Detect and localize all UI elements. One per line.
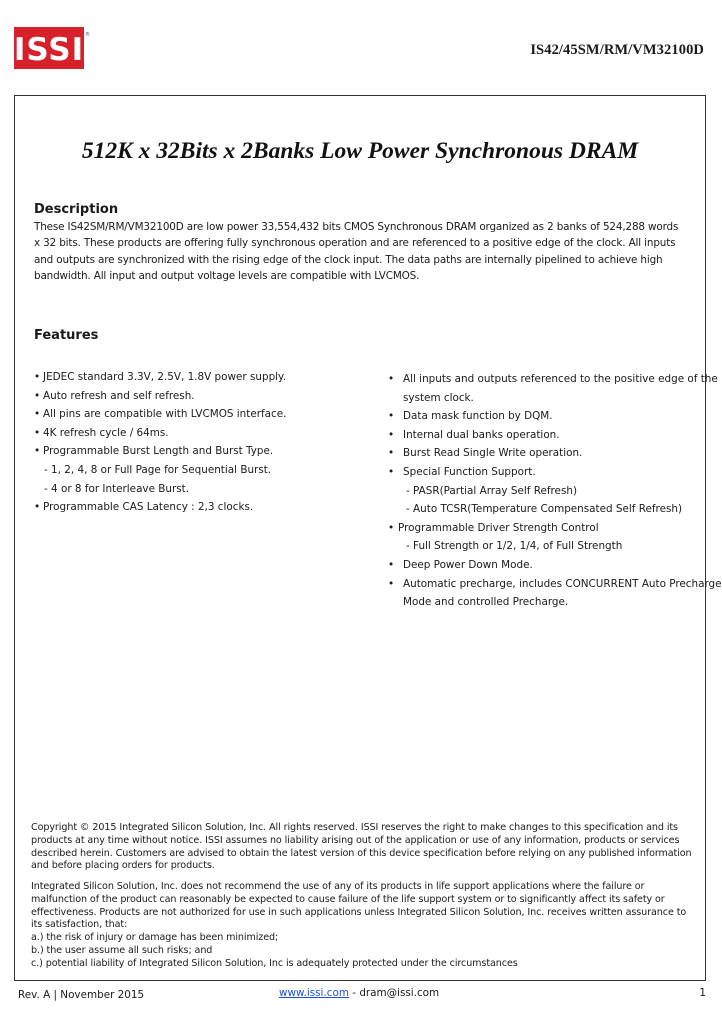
footer-contact: [279, 987, 439, 999]
feature-text: Mode and controlled Precharge.: [403, 596, 569, 609]
feature-item: [388, 482, 708, 501]
features-left-column: [34, 368, 364, 517]
feature-text: 4K refresh cycle / 64ms.: [43, 426, 169, 439]
feature-text: Auto refresh and self refresh.: [43, 389, 195, 402]
feature-item: [388, 370, 718, 389]
contact-separator: -: [348, 987, 360, 999]
feature-item: [388, 500, 708, 519]
feature-item: [34, 498, 364, 517]
bullet-icon: •: [34, 426, 41, 439]
feature-item: [34, 405, 364, 424]
feature-item: [388, 537, 708, 556]
feature-item: [388, 426, 708, 445]
bullet-icon: •: [34, 501, 41, 514]
feature-text: - Auto TCSR(Temperature Compensated Self Refresh): [406, 503, 683, 516]
registered-mark: ®: [85, 32, 90, 38]
feature-text: JEDEC standard 3.3V, 2.5V, 1.8V power supply.: [43, 371, 287, 383]
feature-item: [388, 444, 708, 463]
feature-item: [34, 368, 364, 387]
feature-text: - 4 or 8 for Interleave Burst.: [44, 482, 190, 495]
bullet-icon: •: [388, 447, 395, 460]
feature-text: - PASR(Partial Array Self Refresh): [406, 484, 578, 497]
feature-item: [34, 480, 364, 499]
feature-text: Special Function Support.: [403, 465, 536, 478]
feature-text: Programmable Driver Strength Control: [398, 521, 599, 534]
description-heading: Description: [34, 202, 119, 217]
feature-text: Deep Power Down Mode.: [403, 558, 533, 571]
bullet-icon: •: [388, 465, 395, 478]
disclaimer-condition-c: c.) potential liability of Integrated Silicon Solution, Inc is adequately protected under the circumstances: [31, 957, 518, 969]
feature-item: [34, 442, 364, 461]
disclaimer-condition-b: b.) the user assume all such risks; and: [31, 944, 213, 956]
bullet-icon: •: [34, 408, 41, 421]
feature-text: - 1, 2, 4, 8 or Full Page for Sequential Burst.: [44, 463, 272, 476]
copyright-notice: Copyright © 2015 Integrated Silicon Solution, Inc. All rights reserved. ISSI reserves the right to make changes to this specification and its products at any time without notice. ISSI assumes no liability arising out of the application or use of any information, products or services described herein. Customers are advised to obtain the latest version of this device specification before relying on any published information and before placing orders for products.: [31, 822, 692, 872]
feature-item: [388, 519, 708, 538]
bullet-icon: •: [388, 428, 395, 441]
feature-item: [388, 463, 708, 482]
feature-text: Automatic precharge, includes CONCURRENT Auto Precharge: [403, 577, 722, 590]
feature-text: Programmable Burst Length and Burst Type.: [43, 445, 274, 458]
feature-item: [34, 424, 364, 443]
part-number: IS42/45SM/RM/VM32100D: [530, 42, 704, 58]
life-support-disclaimer: [31, 881, 696, 971]
feature-text: Internal dual banks operation.: [403, 428, 560, 441]
email-address: dram@issi.com: [359, 987, 440, 999]
bullet-icon: •: [388, 577, 395, 590]
bullet-icon: •: [34, 389, 41, 402]
website-link[interactable]: www.issi.com: [279, 987, 349, 999]
feature-text: Burst Read Single Write operation.: [403, 447, 583, 460]
disclaimer-condition-a: a.) the risk of injury or damage has been minimized;: [31, 932, 279, 944]
bullet-icon: •: [34, 445, 41, 458]
bullet-icon: •: [388, 373, 395, 385]
features-heading: Features: [34, 328, 99, 343]
bullet-icon: •: [34, 371, 41, 383]
revision-info: Rev. A | November 2015: [18, 989, 145, 1001]
bullet-icon: •: [388, 521, 395, 534]
feature-item: [34, 387, 364, 406]
feature-item: [388, 556, 708, 575]
feature-text: Programmable CAS Latency : 2,3 clocks.: [43, 501, 254, 514]
feature-item: [388, 389, 708, 408]
logo-text: ISSI: [13, 32, 85, 68]
page-title: 512K x 32Bits x 2Banks Low Power Synchronous DRAM: [81, 138, 639, 164]
features-right-column: [388, 370, 722, 612]
issi-logo: [13, 27, 90, 69]
description-body: These IS42SM/RM/VM32100D are low power 33,554,432 bits CMOS Synchronous DRAM organized as 2 banks of 524,288 words x 32 bits. These products are offering fully synchronous operation and are referenced to a positive edge of the clock. All inputs and outputs are synchronized with the rising edge of the clock input. The data paths are internally pipelined to achieve high bandwidth. All input and output voltage levels are compatible with LVCMOS.: [34, 221, 679, 282]
footer-divider: [14, 980, 706, 981]
feature-text: All pins are compatible with LVCMOS interface.: [43, 408, 287, 421]
disclaimer-intro: Integrated Silicon Solution, Inc. does not recommend the use of any of its products in life support applications where the failure or malfunction of the product can reasonably be expected to cause failure of the life support system or to significantly affect its safety or effectiveness. Products are not authorized for use in such applications unless Integrated Silicon Solution, Inc. receives written assurance to its satisfaction, that:: [31, 881, 687, 931]
feature-item: [388, 593, 708, 612]
feature-text: All inputs and outputs referenced to the positive edge of the: [403, 373, 718, 385]
bullet-icon: •: [388, 558, 395, 571]
feature-item: [388, 575, 722, 594]
feature-item: [34, 461, 364, 480]
feature-text: Data mask function by DQM.: [403, 410, 553, 423]
bullet-icon: •: [388, 410, 395, 423]
feature-item: [388, 407, 708, 426]
page-number: 1: [699, 987, 706, 999]
issi-logo-mark: [13, 27, 90, 69]
feature-text: - Full Strength or 1/2, 1/4, of Full Strength: [406, 540, 623, 553]
feature-text: system clock.: [403, 391, 474, 404]
